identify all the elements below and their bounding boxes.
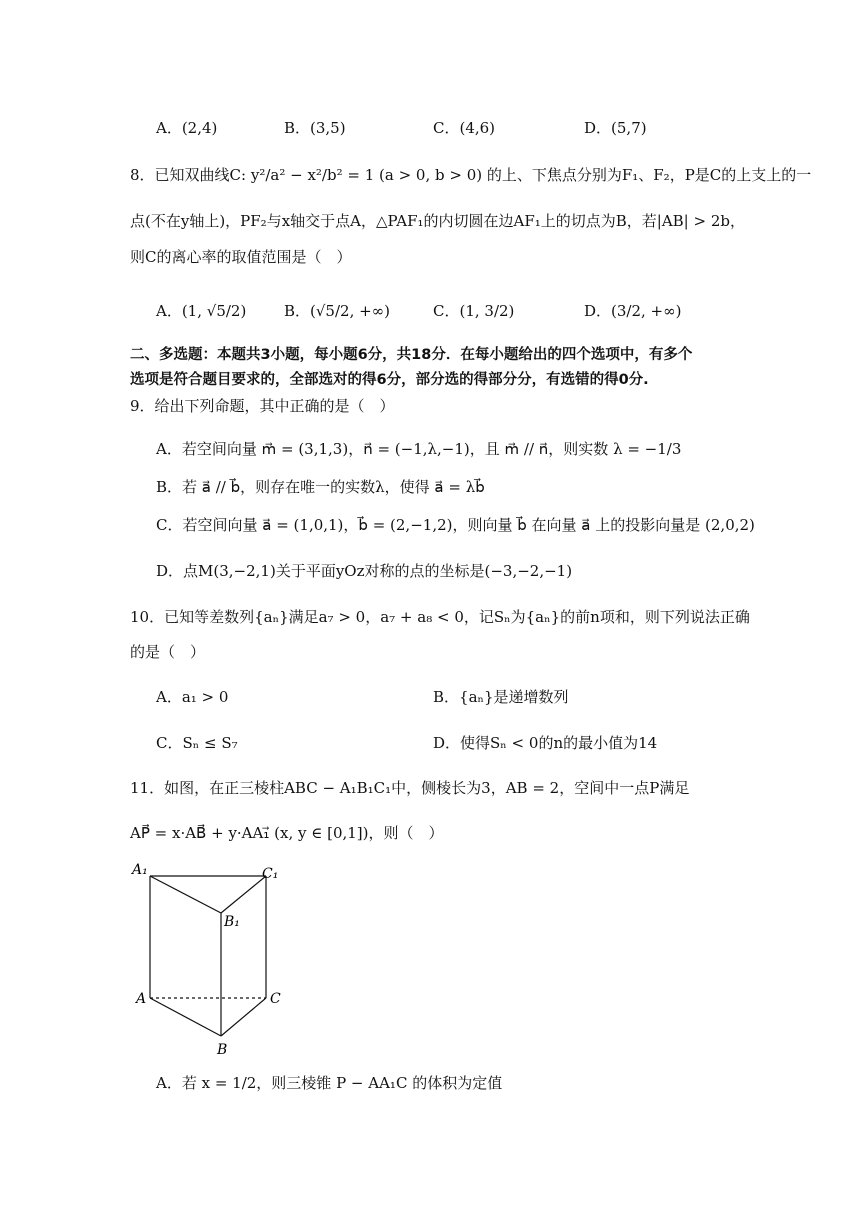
q11-stem-line2: AP⃗ = x·AB⃗ + y·AA₁⃗ (x, y ∈ [0,1])，则（ ） [130, 824, 444, 842]
q11-stem-line1: 11．如图，在正三棱柱ABC − A₁B₁C₁中，侧棱长为3，AB = 2，空间中一点P满足 [130, 779, 690, 797]
q7-option-a: A．(2,4) [156, 119, 218, 137]
q10-option-c: C．Sₙ ≤ S₇ [156, 734, 238, 752]
edge-a1b1 [150, 876, 221, 913]
edge-b1c1 [221, 876, 266, 913]
q10-stem-line2: 的是（ ） [130, 643, 206, 661]
prism-figure [128, 858, 293, 1058]
edge-bc [221, 998, 266, 1036]
q7-option-b: B．(3,5) [284, 119, 346, 137]
q9-stem: 9．给出下列命题，其中正确的是（ ） [130, 397, 395, 415]
q8-option-b: B．(√5/2, +∞) [284, 302, 391, 320]
q10-option-b: B．{aₙ}是递增数列 [433, 688, 569, 706]
q8-option-c: C．(1, 3/2) [433, 302, 515, 320]
label-b: B [217, 1042, 228, 1058]
q9-option-b: B．若 a⃗ // b⃗，则存在唯一的实数λ，使得 a⃗ = λb⃗ [156, 478, 485, 496]
label-c: C [270, 991, 281, 1007]
q11-option-a: A．若 x = 1/2，则三棱锥 P − AA₁C 的体积为定值 [156, 1074, 503, 1092]
section2-header-line1: 二、多选题：本题共3小题，每小题6分，共18分．在每小题给出的四个选项中，有多个 [130, 347, 693, 363]
q7-option-d: D．(5,7) [584, 119, 647, 137]
q9-option-a: A．若空间向量 m⃗ = (3,1,3)，n⃗ = (−1,λ,−1)，且 m⃗ // n⃗，则实数 λ = −1/3 [156, 440, 682, 458]
label-a1: A₁ [132, 862, 148, 878]
q8-option-a: A．(1, √5/2) [156, 302, 247, 320]
section2-header-line2: 选项是符合题目要求的，全部选对的得6分，部分选的得部分分，有选错的得0分. [130, 372, 649, 388]
q8-option-d: D．(3/2, +∞) [584, 302, 682, 320]
label-a: A [136, 991, 147, 1007]
q10-option-d: D．使得Sₙ < 0的n的最小值为14 [433, 734, 658, 752]
q9-option-d: D．点M(3,−2,1)关于平面yOz对称的点的坐标是(−3,−2,−1) [156, 562, 573, 580]
q10-stem-line1: 10．已知等差数列{aₙ}满足a₇ > 0，a₇ + a₈ < 0，记Sₙ为{aₙ}的前n项和，则下列说法正确 [130, 608, 750, 626]
edge-ab [150, 998, 221, 1036]
q9-option-c: C．若空间向量 a⃗ = (1,0,1)，b⃗ = (2,−1,2)，则向量 b⃗ 在向量 a⃗ 上的投影向量是 (2,0,2) [156, 516, 755, 534]
label-c1: C₁ [262, 866, 279, 882]
q8-stem-line2: 点(不在y轴上)，PF₂与x轴交于点A，△PAF₁的内切圆在边AF₁上的切点为B，若|AB| > 2b， [130, 212, 745, 230]
q7-option-c: C．(4,6) [433, 119, 496, 137]
q8-stem-line3: 则C的离心率的取值范围是（ ） [130, 248, 352, 266]
q8-stem-line1: 8．已知双曲线C: y²/a² − x²/b² = 1 (a > 0, b > 0) 的上、下焦点分别为F₁、F₂，P是C的上支上的一 [130, 166, 812, 184]
label-b1: B₁ [224, 914, 240, 930]
q10-option-a: A．a₁ > 0 [156, 688, 229, 706]
